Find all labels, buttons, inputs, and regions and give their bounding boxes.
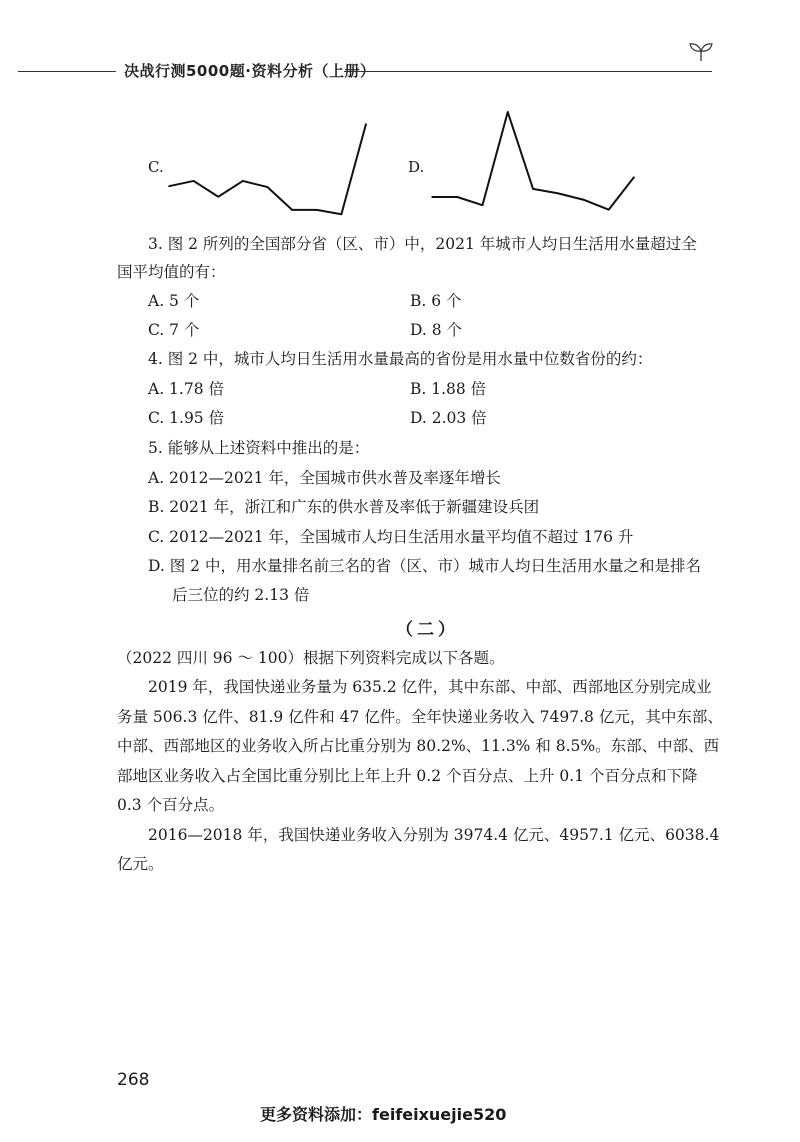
footer-contact: 更多资料添加：feifeixuejie520 xyxy=(260,1105,507,1124)
data-point-c-6 xyxy=(316,209,318,211)
data-point-c-8 xyxy=(365,123,367,125)
data-point-c-3 xyxy=(242,180,244,182)
data-point-d-7 xyxy=(608,209,610,211)
section-source: （2022 四川 96 ～ 100）根据下列资料完成以下各题。 xyxy=(117,649,505,667)
paragraph-1-line2: 务量 506.3 亿件、81.9 亿件和 47 亿件。全年快递业务收入 7497.8 亿元，其中东部、 xyxy=(117,708,723,726)
q5-option-c[interactable]: C. 2012—2021 年，全国城市人均日生活用水量平均值不超过 176 升 xyxy=(148,528,634,546)
data-point-d-8 xyxy=(633,176,635,178)
q3-stem-line2: 国平均值的有： xyxy=(117,263,226,281)
series-line-d xyxy=(432,112,634,210)
header-rule-right xyxy=(344,71,712,72)
data-point-c-5 xyxy=(291,209,293,211)
paragraph-2-line2: 亿元。 xyxy=(117,855,164,873)
q5-option-a[interactable]: A. 2012—2021 年，全国城市供水普及率逐年增长 xyxy=(148,469,501,487)
data-point-d-2 xyxy=(482,204,484,206)
section-title: （二） xyxy=(396,620,459,640)
paragraph-1-line1: 2019 年，我国快递业务量为 635.2 亿件，其中东部、中部、西部地区分别完成业 xyxy=(148,678,712,696)
q3-option-b[interactable]: B. 6 个 xyxy=(410,292,462,310)
data-point-d-0 xyxy=(431,196,433,198)
q5-option-d-line2: 后三位的约 2.13 倍 xyxy=(172,586,310,604)
data-point-d-1 xyxy=(456,196,458,198)
q3-stem-line1: 3. 图 2 所列的全国部分省（区、市）中，2021 年城市人均日生活用水量超过全 xyxy=(148,235,697,253)
q5-stem: 5. 能够从上述资料中推出的是： xyxy=(148,439,370,457)
q3-option-d[interactable]: D. 8 个 xyxy=(410,321,463,339)
data-point-c-7 xyxy=(341,213,343,215)
data-point-d-5 xyxy=(557,193,559,195)
q4-option-a[interactable]: A. 1.78 倍 xyxy=(148,380,224,398)
series-line-c xyxy=(169,124,366,214)
q4-stem: 4. 图 2 中，城市人均日生活用水量最高的省份是用水量中位数省份的约： xyxy=(148,350,653,368)
option-d-label: D. xyxy=(408,158,425,176)
q5-option-d-line1[interactable]: D. 图 2 中，用水量排名前三名的省（区、市）城市人均日生活用水量之和是排名 xyxy=(148,557,701,575)
q4-option-b[interactable]: B. 1.88 倍 xyxy=(410,380,487,398)
data-point-d-6 xyxy=(583,199,585,201)
data-point-d-3 xyxy=(507,111,509,113)
option-c-line-chart xyxy=(165,120,370,220)
data-point-c-1 xyxy=(193,180,195,182)
data-point-d-4 xyxy=(532,188,534,190)
option-d-line-chart xyxy=(428,108,638,220)
header-title: 决战行测5000题·资料分析（上册） xyxy=(124,62,376,80)
data-point-c-2 xyxy=(217,196,219,198)
paragraph-1-line4: 部地区业务收入占全国比重分别比上年上升 0.2 个百分点、上升 0.1 个百分点和下降 xyxy=(117,767,698,785)
q4-option-d[interactable]: D. 2.03 倍 xyxy=(410,409,487,427)
paragraph-1-line3: 中部、西部地区的业务收入所占比重分别为 80.2%、11.3% 和 8.5%。东部、中部、西 xyxy=(117,737,720,755)
paragraph-2-line1: 2016—2018 年，我国快递业务收入分别为 3974.4 亿元、4957.1 亿元、6038.4 xyxy=(148,826,720,844)
option-c-label: C. xyxy=(148,158,164,176)
q3-option-a[interactable]: A. 5 个 xyxy=(148,292,200,310)
data-point-c-0 xyxy=(168,185,170,187)
data-point-c-4 xyxy=(267,186,269,188)
header-rule-left xyxy=(18,71,116,72)
q3-option-c[interactable]: C. 7 个 xyxy=(148,321,200,339)
q5-option-b[interactable]: B. 2021 年，浙江和广东的供水普及率低于新疆建设兵团 xyxy=(148,498,540,516)
paragraph-1-line5: 0.3 个百分点。 xyxy=(117,796,225,814)
leaf-sprout-icon xyxy=(688,40,714,62)
q4-option-c[interactable]: C. 1.95 倍 xyxy=(148,409,225,427)
page-number: 268 xyxy=(117,1070,150,1090)
